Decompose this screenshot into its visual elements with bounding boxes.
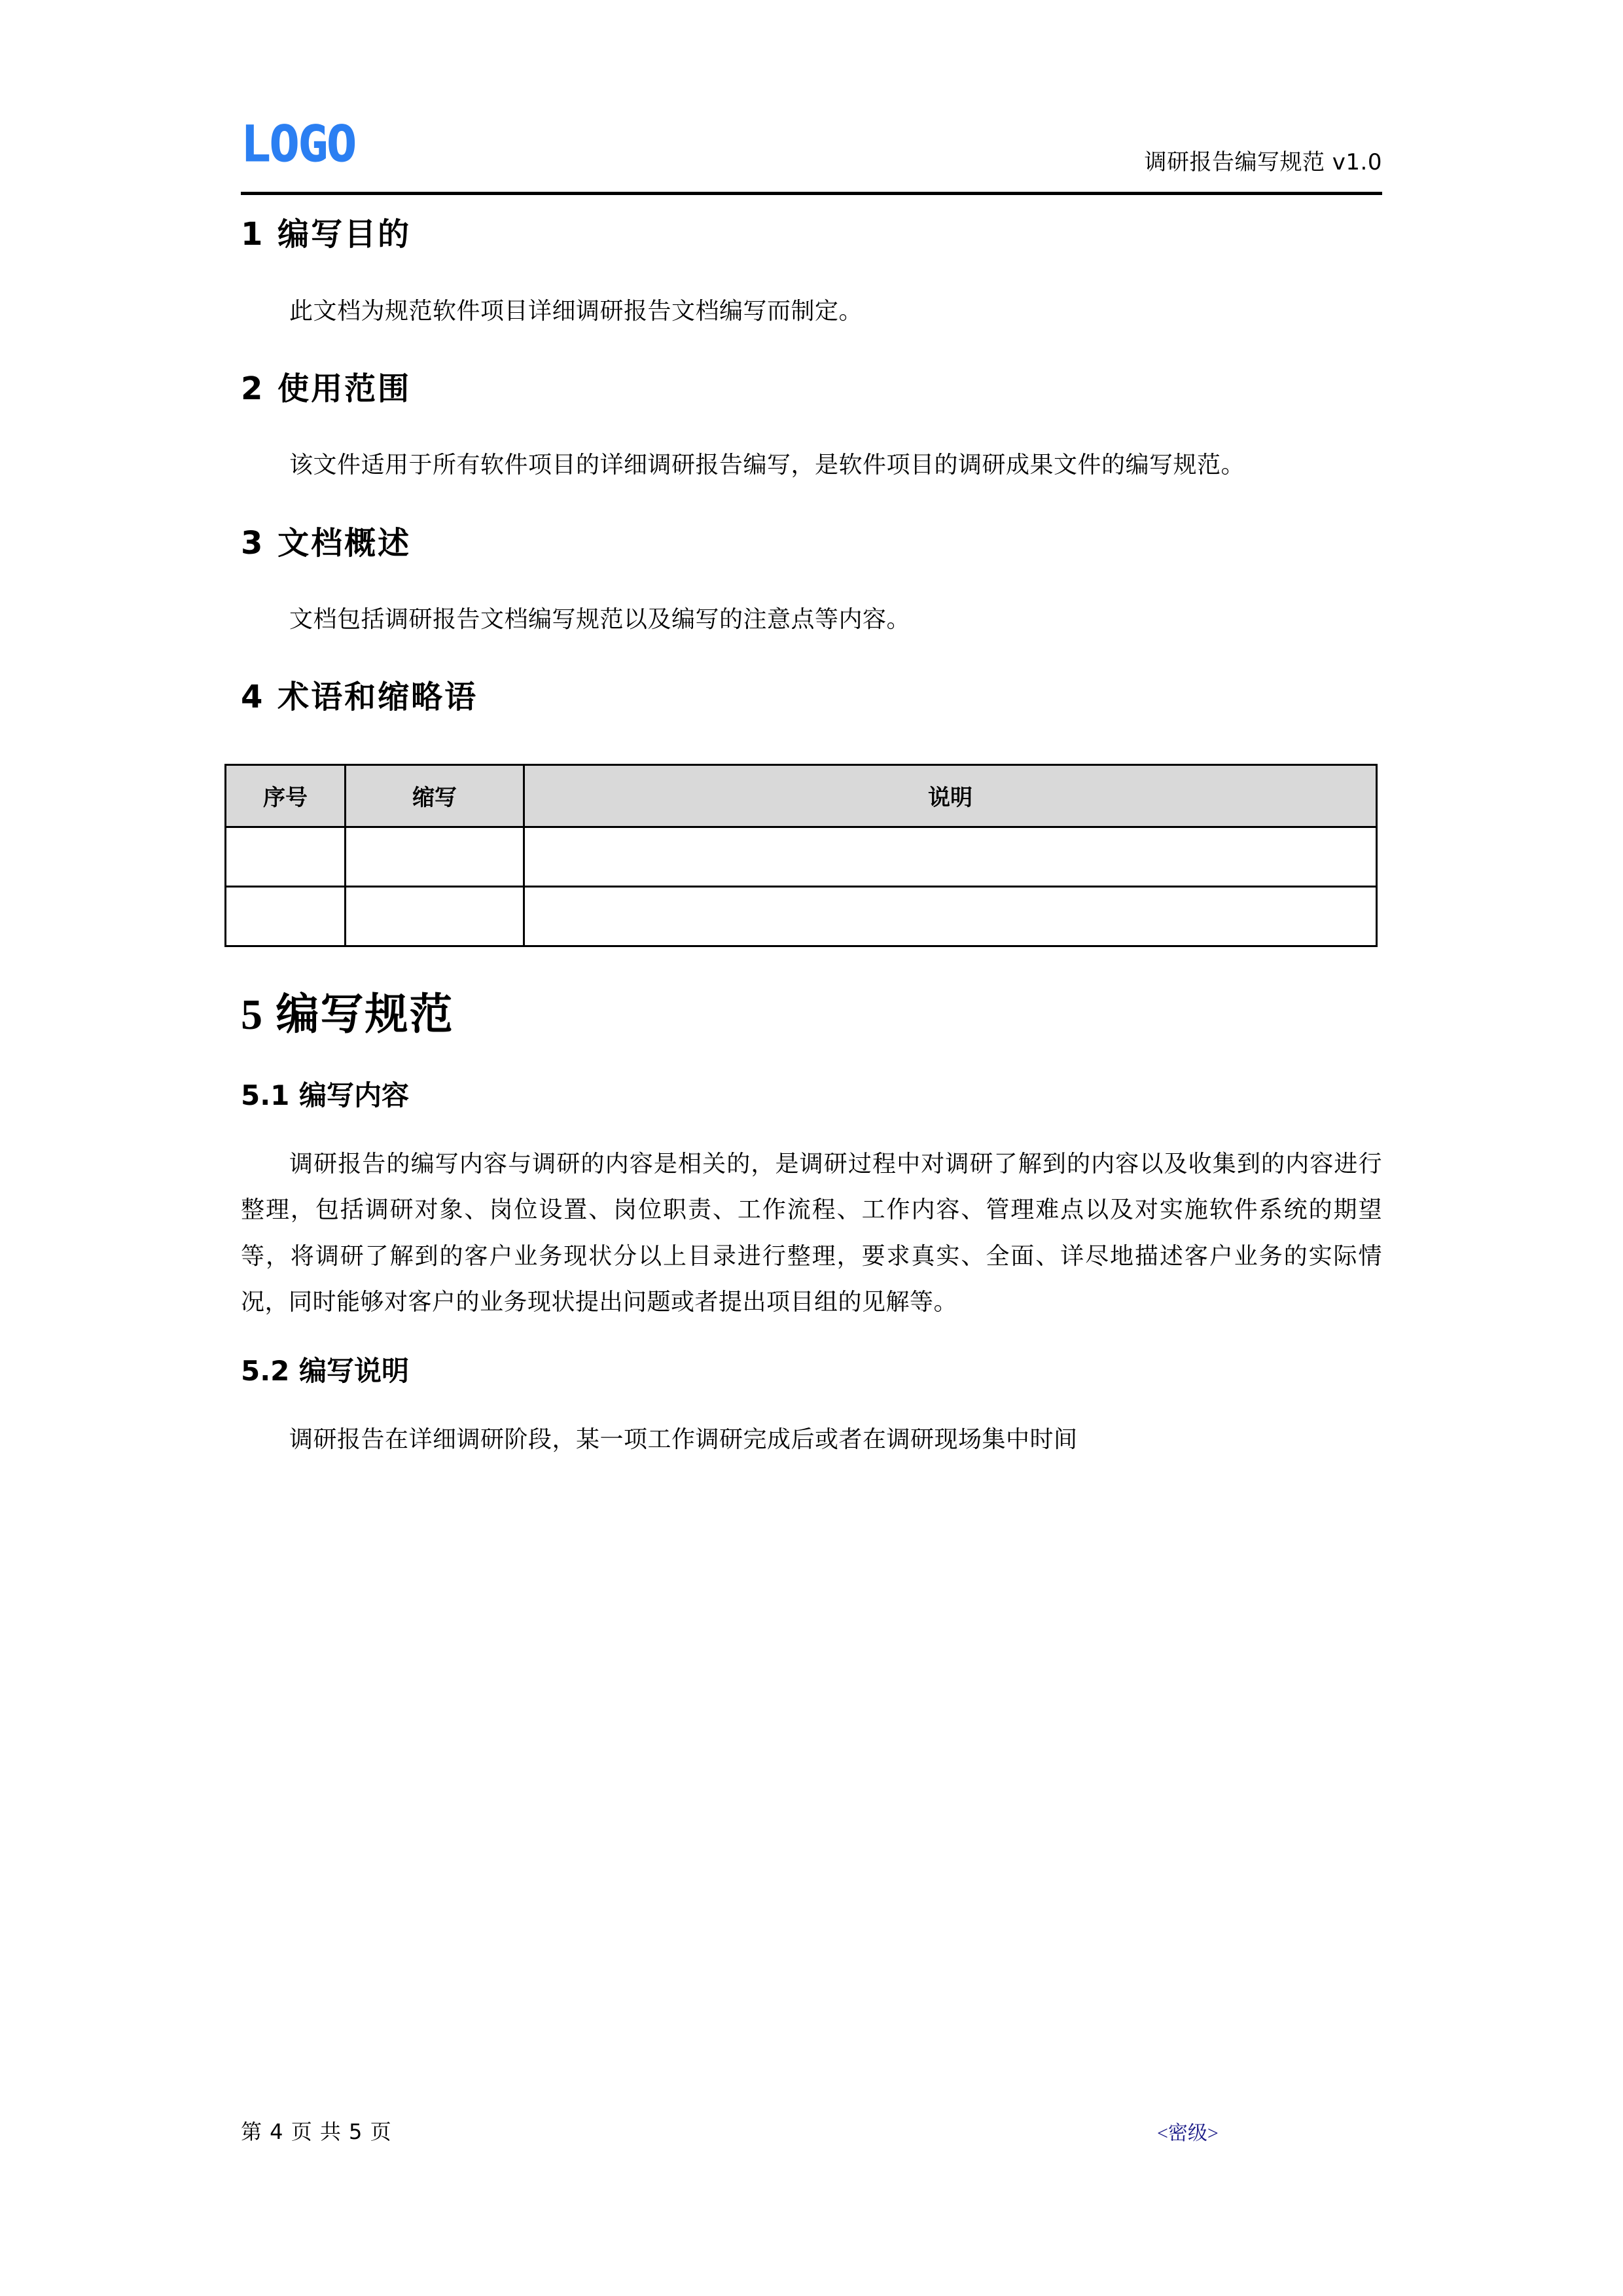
spacer xyxy=(241,1112,1382,1141)
section-heading-5-1: 5.1 编写内容 xyxy=(241,1079,410,1111)
table-cell-desc[interactable] xyxy=(524,886,1377,946)
section-heading-1: 1 编写目的 xyxy=(241,216,412,253)
table-header-row xyxy=(226,764,1377,827)
section-body-1: 此文档为规范软件项目详细调研报告文档编写而制定。 xyxy=(289,297,863,324)
section-body-5-2: 调研报告在详细调研阶段，某一项工作调研完成后或者在调研现场集中时间 xyxy=(289,1426,1078,1453)
terms-and-abbreviations-table xyxy=(224,764,1378,947)
spacer xyxy=(241,254,1382,288)
spacer xyxy=(241,488,1382,525)
spacer xyxy=(241,1040,1382,1079)
section-heading-2: 2 使用范围 xyxy=(241,370,412,407)
section-heading-5: 5 编写规范 xyxy=(241,990,454,1039)
table-row xyxy=(226,827,1377,886)
spacer xyxy=(241,334,1382,370)
section-heading-4: 4 术语和缩略语 xyxy=(241,679,478,716)
section-body-5-1: 调研报告的编写内容与调研的内容是相关的，是调研过程中对调研了解到的内容以及收集到的内容进行整理，包括调研对象、岗位设置、岗位职责、工作流程、工作内容、管理难点以及对实施软件系统的期望等，将调研了解到的客户业务现状分以上目录进行整理，要求真实、全面、详尽地描述客户业务的实际情况，同时能够对客户的业务现状提出问题或者提出项目组的见解等。 xyxy=(241,1151,1382,1315)
table-cell-desc[interactable] xyxy=(524,827,1377,886)
header-divider-rule xyxy=(241,192,1382,195)
table-col-header-desc: 说明 xyxy=(524,764,1377,827)
spacer xyxy=(241,562,1382,596)
spacer xyxy=(241,717,1382,764)
spacer xyxy=(241,1325,1382,1355)
page-footer xyxy=(241,2115,1382,2161)
document-body xyxy=(241,216,1382,1463)
table-cell-seq[interactable] xyxy=(226,827,346,886)
spacer xyxy=(241,1388,1382,1416)
table-cell-abbr[interactable] xyxy=(346,886,524,946)
footer-page-number: 第 4 页 共 5 页 xyxy=(241,2119,392,2144)
footer-classification-label: <密级> xyxy=(1157,2123,1219,2144)
table-col-header-seq: 序号 xyxy=(226,764,346,827)
company-logo: LOGO xyxy=(241,115,356,173)
header-document-title: 调研报告编写规范 v1.0 xyxy=(1144,149,1382,175)
spacer xyxy=(241,642,1382,679)
spacer xyxy=(241,408,1382,442)
section-heading-5-2: 5.2 编写说明 xyxy=(241,1354,410,1387)
table-header xyxy=(226,764,1377,827)
table-body xyxy=(226,827,1377,946)
section-heading-3: 3 文档概述 xyxy=(241,524,412,562)
page-header xyxy=(241,111,1382,195)
table-col-header-abbr: 缩写 xyxy=(346,764,524,827)
section-body-2: 该文件适用于所有软件项目的详细调研报告编写，是软件项目的调研成果文件的编写规范。 xyxy=(289,452,1245,478)
table-row xyxy=(226,886,1377,946)
table-cell-seq[interactable] xyxy=(226,886,346,946)
table-cell-abbr[interactable] xyxy=(346,827,524,886)
section-body-3: 文档包括调研报告文档编写规范以及编写的注意点等内容。 xyxy=(289,606,911,633)
spacer xyxy=(241,947,1382,990)
